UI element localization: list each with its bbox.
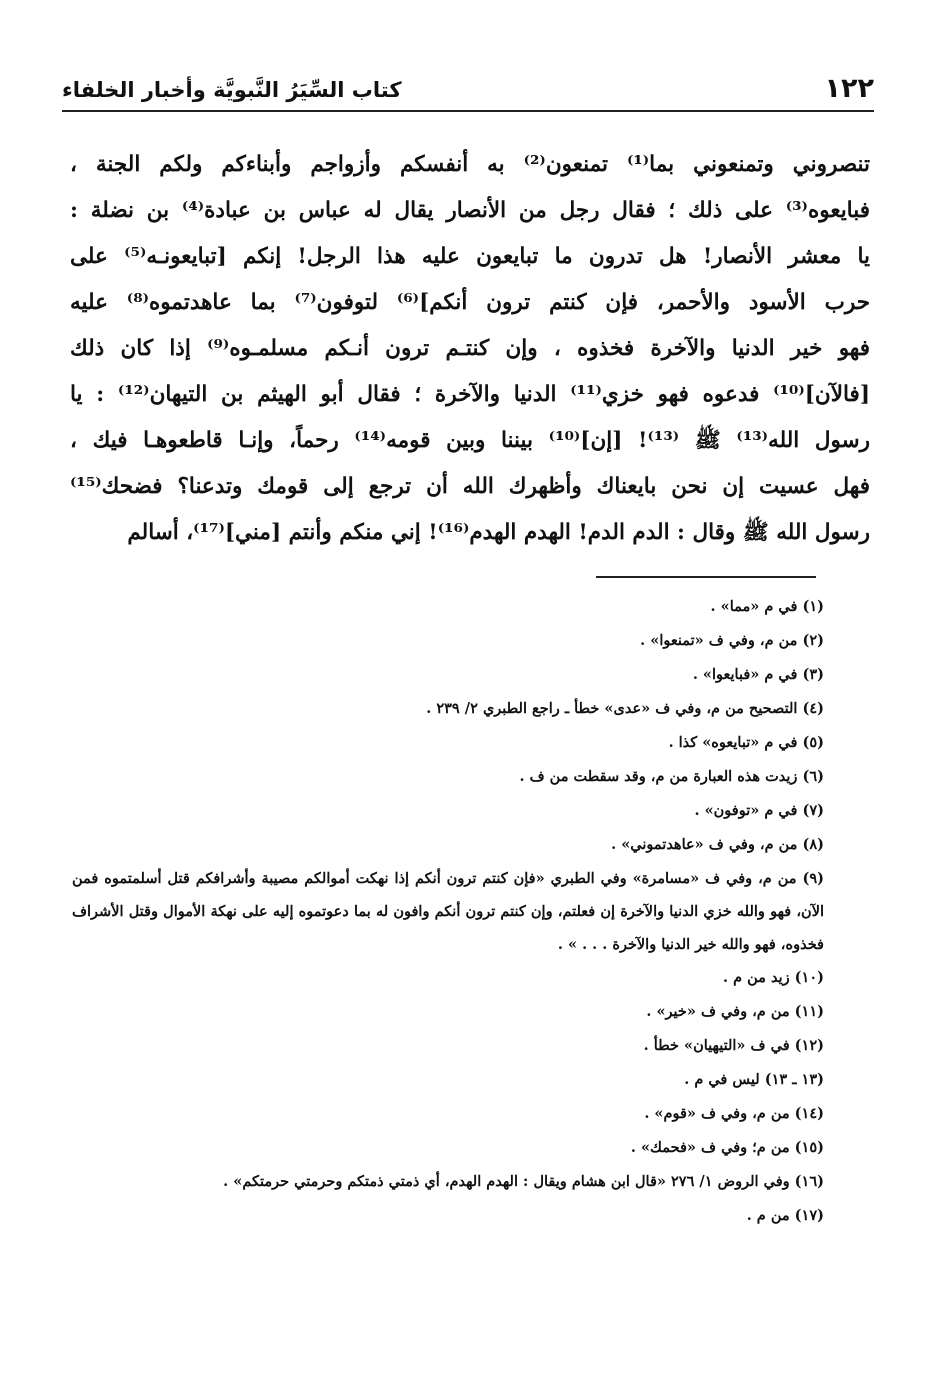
footnote: (١) في م «مما» .	[710, 598, 824, 615]
footnote: (٤) التصحيح من م، وفي ف «عدى» خطأ ـ راجع الطبري ٢/ ٢٣٩ .	[426, 700, 824, 717]
footnote: (٢) من م، وفي ف «تمنعوا» .	[640, 632, 824, 649]
body-line: يا معشر الأنصار! هل تدرون ما تبايعون عليه هذا الرجل! إنكم [تبايعونـه⁽⁵⁾ على	[70, 244, 870, 269]
page-header	[62, 66, 874, 112]
footnote: (١٥) من م؛ وفي ف «فحمك» .	[630, 1139, 824, 1156]
footnote: (٩) من م، وفي ف «مسامرة» وفي الطبري «فإن كنتم ترون أنكم إذا نهكت أموالكم مصيبة وأشرافكم قتل أسلمتموه فمن الآن، فهو والله خزي الدنيا والآخرة إن فعلتم، وإن كنتم ترون أنكم وافون له بما دعوتموه إليه على نهكة الأموال وقتل الأشراف فخذوه، فهو والله خير الدنيا والآخرة . . . » .	[72, 870, 824, 953]
footnotes	[72, 590, 824, 1233]
footnote: (١٣ ـ ١٣) ليس في م .	[684, 1071, 824, 1088]
footnote: (٣) في م «فبايعوا» .	[692, 666, 824, 683]
body-line: فهو خير الدنيا والآخرة فخذوه ، وإن كنتـم ترون أنـكم مسلمـوه⁽⁹⁾ إذا كان ذلك	[70, 336, 870, 361]
body-line: [فالآن]⁽¹⁰⁾ فدعوه فهو خزي⁽¹¹⁾ الدنيا والآخرة ؛ فقال أبو الهيثم بن التيهان⁽¹²⁾ : يا	[70, 382, 870, 407]
running-title: كتاب السِّيَرُ النَّبويَّة وأخبار الخلفاء	[62, 78, 402, 102]
body-line: رسول الله⁽¹³⁾ ﷺ ⁽¹³⁾! [إن]⁽¹⁰⁾ بيننا وبين قومه⁽¹⁴⁾ رحماً، وإنـا قاطعوهـا فيك ،	[70, 428, 870, 453]
footnote: (١٢) في ف «التيهيان» خطأ .	[643, 1037, 824, 1054]
footnote: (٥) في م «تبايعوه» كذا .	[668, 734, 824, 751]
body-line: حرب الأسود والأحمر، فإن كنتم ترون أنكم]⁽⁶⁾ لتوفون⁽⁷⁾ بما عاهدتموه⁽⁸⁾ عليه	[70, 290, 870, 315]
footnote: (١٤) من م، وفي ف «قوم» .	[644, 1105, 824, 1122]
footnote-separator	[596, 576, 816, 578]
footnote: (١٠) زيد من م .	[723, 969, 824, 986]
footnote: (١٦) وفي الروض ١/ ٢٧٦ «قال ابن هشام ويقال : الهدم الهدم، أي ذمتي ذمتكم وحرمتي حرمتكم» .	[223, 1173, 824, 1190]
page-number: ١٢٢	[824, 73, 874, 104]
footnote: (١١) من م، وفي ف «خير» .	[646, 1003, 824, 1020]
footnote: (٧) في م «توفون» .	[694, 802, 824, 819]
main-text	[70, 142, 870, 556]
footnote: (٦) زيدت هذه العبارة من م، وقد سقطت من ف .	[519, 768, 824, 785]
body-line: تنصروني وتمنعوني بما⁽¹⁾ تمنعون⁽²⁾ به أنفسكم وأزواجم وأبناءكم ولكم الجنة ،	[70, 152, 870, 177]
footnote: (٨) من م، وفي ف «عاهدتموني» .	[611, 836, 824, 853]
body-line: رسول الله ﷺ وقال : الدم الدم! الهدم الهدم⁽¹⁶⁾! إني منكم وأنتم [مني]⁽¹⁷⁾، أسالم	[127, 520, 870, 545]
footnote: (١٧) من م .	[746, 1207, 824, 1224]
body-line: فهل عسيت إن نحن بايعناك وأظهرك الله أن ترجع إلى قومك وتدعنا؟ فضحك⁽¹⁵⁾	[70, 474, 870, 499]
body-line: فبايعوه⁽³⁾ على ذلك ؛ فقال رجل من الأنصار يقال له عباس بن عبادة⁽⁴⁾ بن نضلة :	[70, 198, 870, 223]
